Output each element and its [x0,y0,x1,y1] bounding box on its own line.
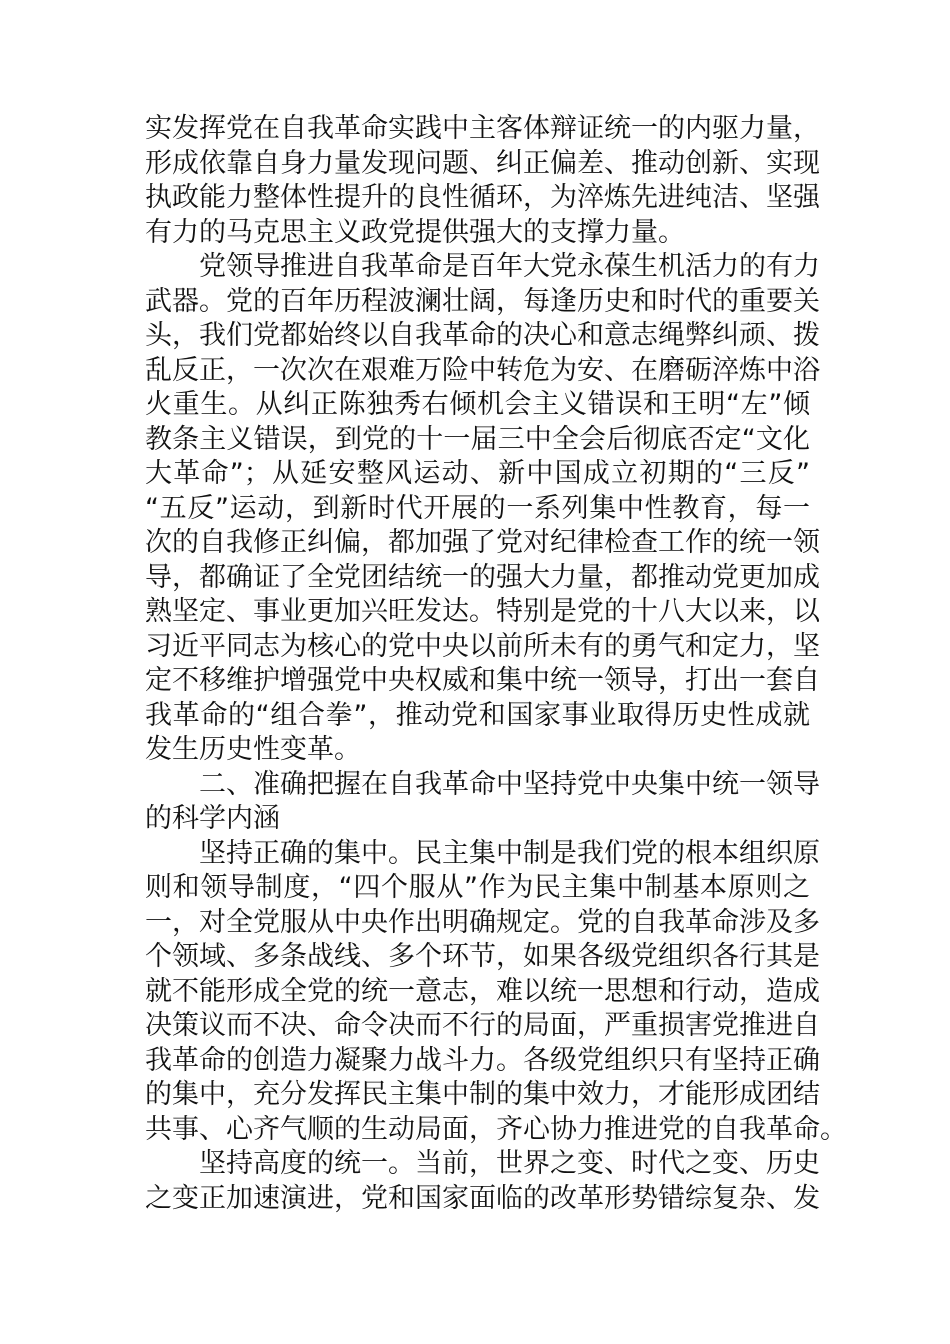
text-line: “五反”运动，到新时代开展的一系列集中性教育，每一 [145,492,810,524]
text-line: 熟坚定、事业更加兴旺发达。特别是党的十八大以来，以 [145,596,820,627]
text-line: 有力的马克思主义政党提供强大的支撑力量。 [145,216,685,248]
document-body [145,112,847,1216]
section-heading-continued: 的科学内涵 [145,803,280,834]
paragraph-first-line: 坚持高度的统一。当前，世界之变、时代之变、历史 [199,1148,820,1179]
text-line: 一，对全党服从中央作出明确规定。党的自我革命涉及多 [145,906,820,938]
text-line: 乱反正，一次次在艰难万险中转危为安、在磨砺淬炼中浴 [145,354,820,386]
text-line: 教条主义错误，到党的十一届三中全会后彻底否定“文化 [145,423,810,455]
text-line: 大革命”；从延安整风运动、新中国成立初期的“三反” [145,458,810,489]
text-line: 我革命的创造力凝聚力战斗力。各级党组织只有坚持正确 [145,1044,820,1076]
text-line: 个领域、多条战线、多个环节，如果各级党组织各行其是 [145,941,820,972]
text-line: 执政能力整体性提升的良性循环，为淬炼先进纯洁、坚强 [145,182,820,213]
text-line: 共事、心齐气顺的生动局面，齐心协力推进党的自我革命。 [145,1113,847,1145]
text-line: 实发挥党在自我革命实践中主客体辩证统一的内驱力量， [145,113,820,144]
text-line: 决策议而不决、命令决而不行的局面，严重损害党推进自 [145,1010,820,1041]
text-line: 的集中，充分发挥民主集中制的集中效力，才能形成团结 [145,1079,820,1110]
text-line: 定不移维护增强党中央权威和集中统一领导，打出一套自 [145,665,820,696]
text-line: 头，我们党都始终以自我革命的决心和意志绳弊纠顽、拨 [145,320,820,351]
text-line: 就不能形成全党的统一意志，难以统一思想和行动，造成 [145,975,820,1007]
text-line: 习近平同志为核心的党中央以前所未有的勇气和定力，坚 [145,630,820,662]
text-line: 次的自我修正纠偏，都加强了党对纪律检查工作的统一领 [145,527,820,558]
text-line: 武器。党的百年历程波澜壮阔，每逢历史和时代的重要关 [145,285,820,317]
text-line: 我革命的“组合拳”，推动党和国家事业取得历史性成就 [145,699,810,731]
text-line: 火重生。从纠正陈独秀右倾机会主义错误和王明“左”倾 [145,389,810,420]
paragraph-first-line: 党领导推进自我革命是百年大党永葆生机活力的有力 [199,251,820,282]
text-line: 导，都确证了全党团结统一的强大力量，都推动党更加成 [145,561,820,593]
text-line: 发生历史性变革。 [145,734,361,765]
text-line: 则和领导制度，“四个服从”作为民主集中制基本原则之 [145,872,810,903]
text-line: 形成依靠自身力量发现问题、纠正偏差、推动创新、实现 [145,147,820,179]
text-line: 之变正加速演进，党和国家面临的改革形势错综复杂、发 [145,1182,820,1214]
section-heading: 二、准确把握在自我革命中坚持党中央集中统一领导 [199,768,820,800]
paragraph-first-line: 坚持正确的集中。民主集中制是我们党的根本组织原 [199,837,820,869]
